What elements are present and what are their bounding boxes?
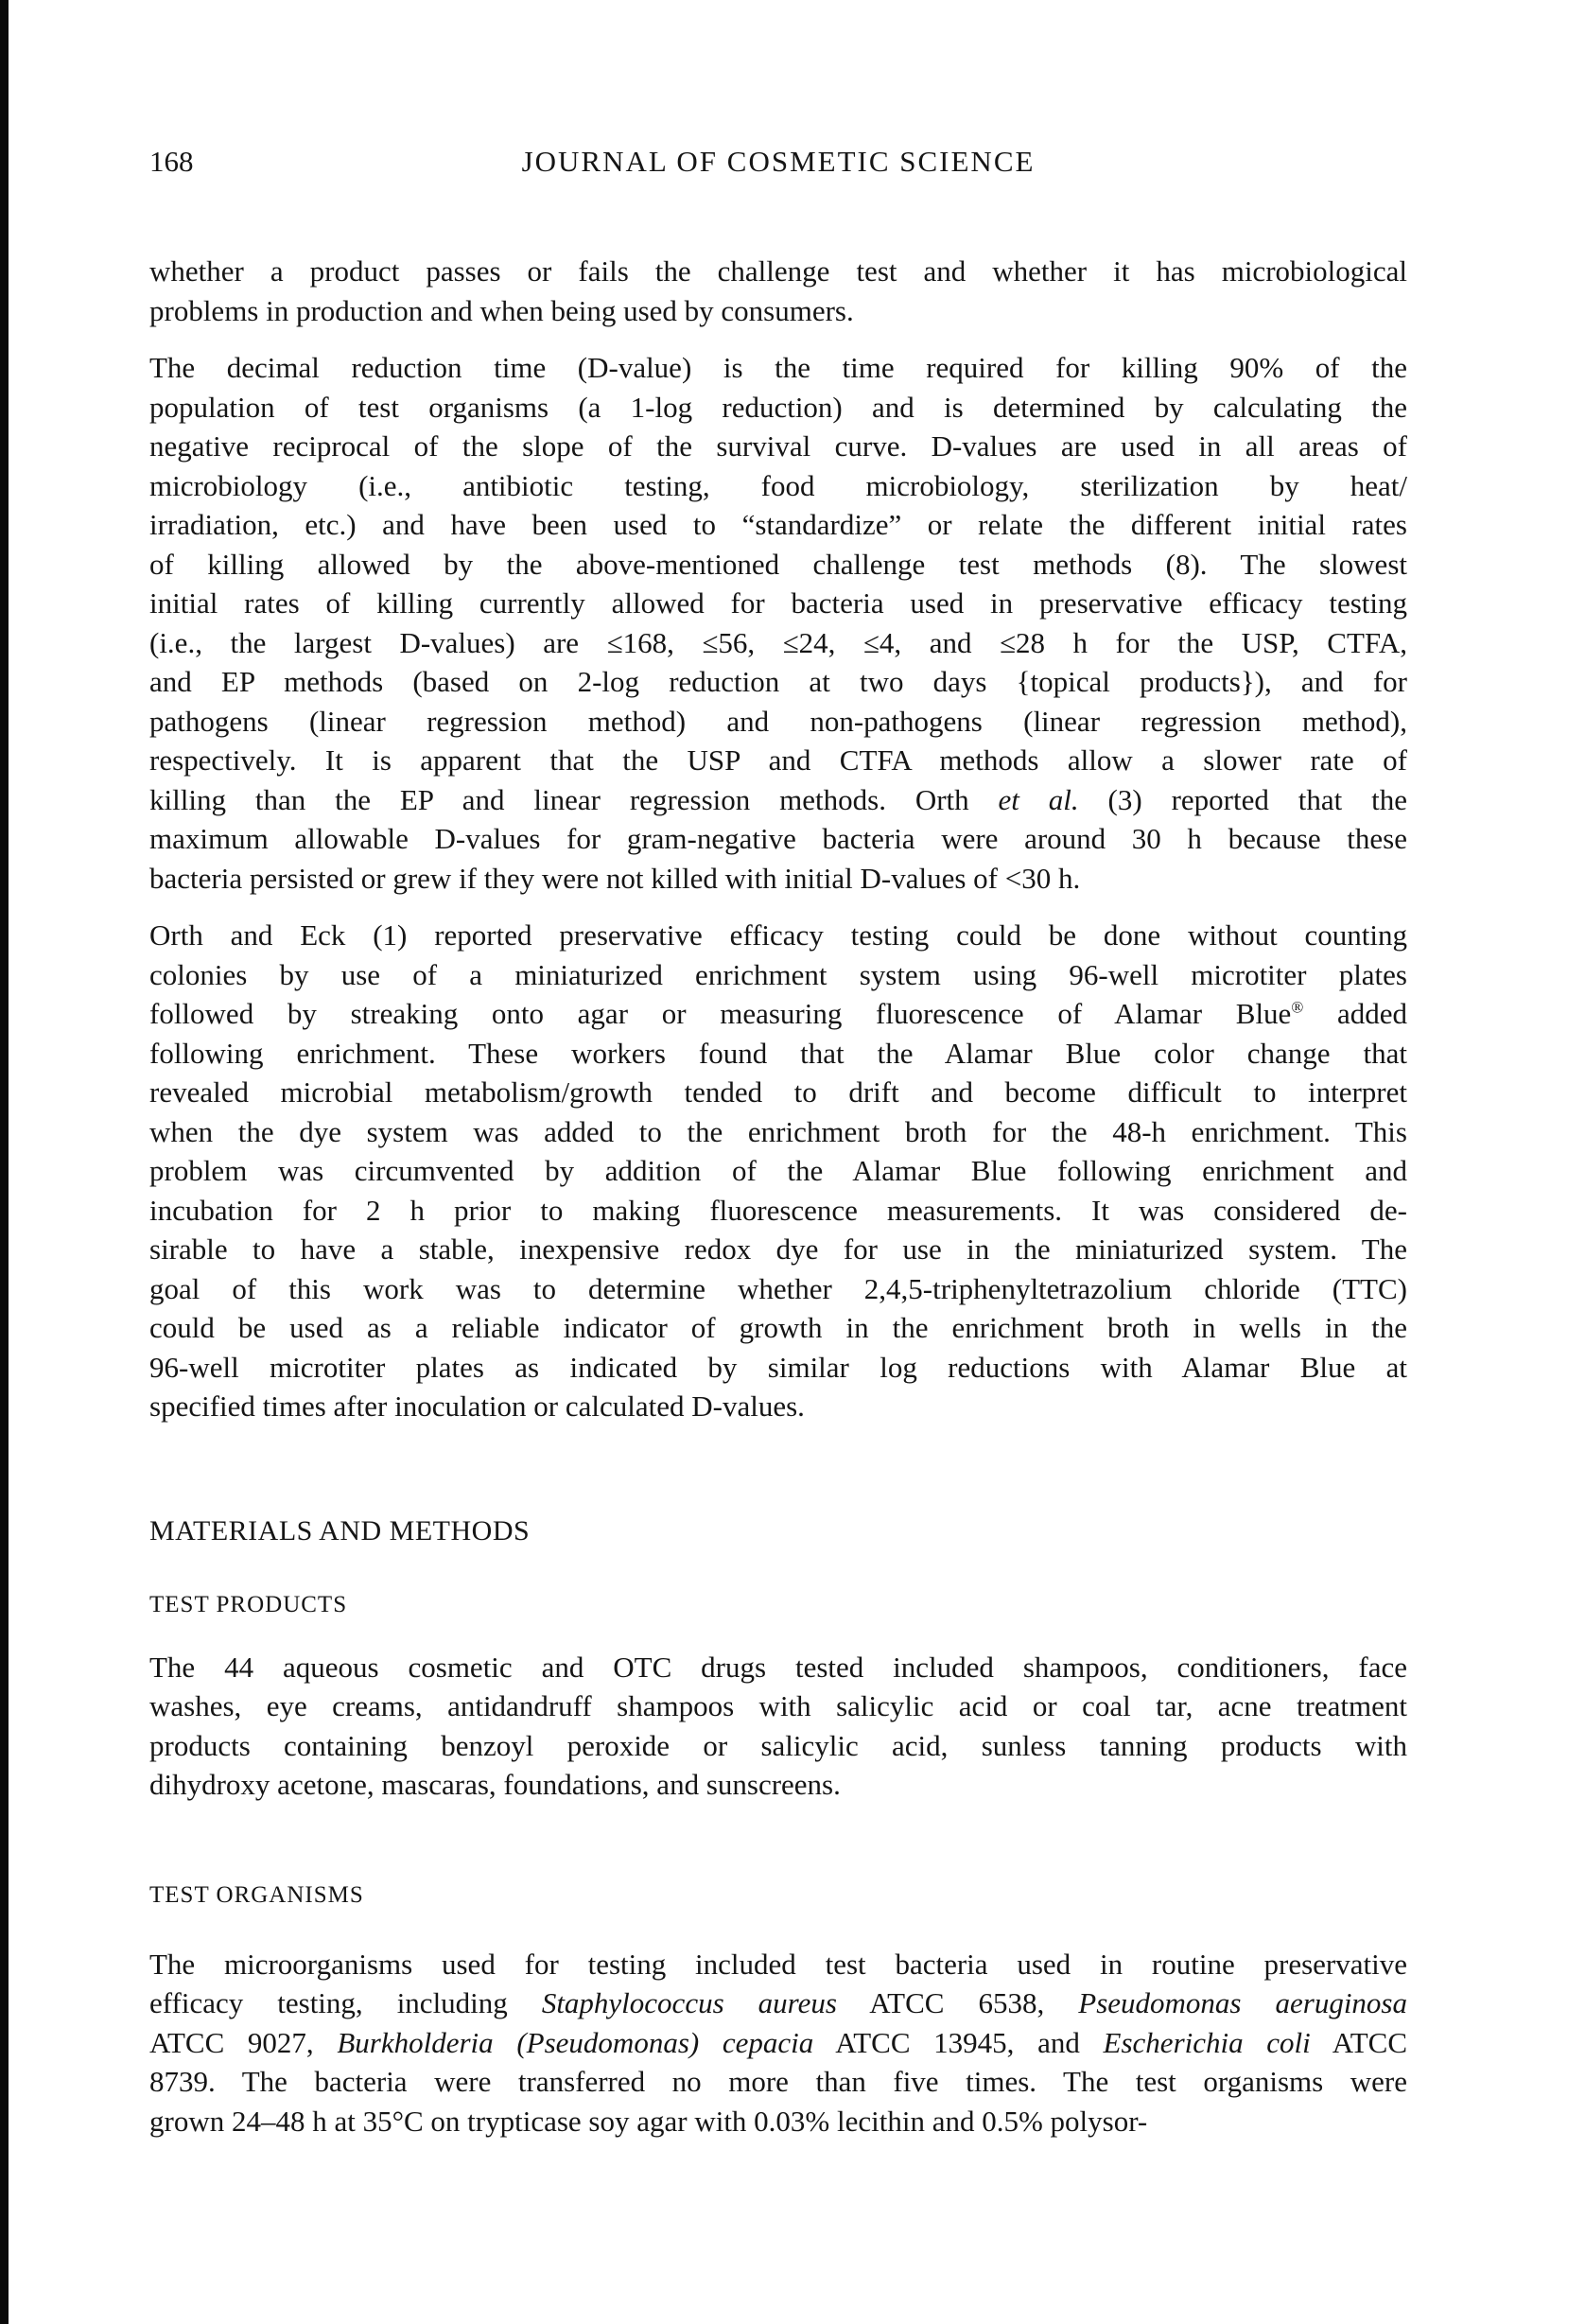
journal-title: JOURNAL OF COSMETIC SCIENCE bbox=[521, 145, 1036, 178]
text-line: Orth and Eck (1) reported preservative efficacy testing could be done without counting bbox=[149, 918, 1407, 952]
text-line: could be used as a reliable indicator of growth in the enrichment broth in wells in the bbox=[149, 1311, 1407, 1344]
text-segment-italic: Pseudomonas aeruginosa bbox=[1078, 1986, 1407, 2019]
text-segment: ATCC 9027, bbox=[149, 2025, 338, 2059]
text-line bbox=[149, 2023, 1407, 2063]
text-line bbox=[149, 994, 1407, 1034]
text-line: incubation for 2 h prior to making fluorescence measurements. It was considered de- bbox=[149, 1193, 1407, 1227]
text-line: problem was circumvented by addition of the Alamar Blue following enrichment and bbox=[149, 1154, 1407, 1187]
text-line: pathogens (linear regression method) and non-pathogens (linear regression method), bbox=[149, 704, 1407, 738]
text-segment-italic: Escherichia coli bbox=[1103, 2025, 1311, 2059]
text-segment: efficacy testing, including bbox=[149, 1986, 542, 2019]
text-line: respectively. It is apparent that the USP and CTFA methods allow a slower rate of bbox=[149, 743, 1407, 777]
text-segment-italic: Burkholderia (Pseudomonas) cepacia bbox=[337, 2025, 814, 2059]
text-line: and EP methods (based on 2-log reduction at two days {topical products}), and for bbox=[149, 665, 1407, 698]
text-line: grown 24–48 h at 35°C on trypticase soy agar with 0.03% lecithin and 0.5% polysor- bbox=[149, 2104, 1148, 2138]
text-line: whether a product passes or fails the challenge test and whether it has microbiological bbox=[149, 254, 1407, 288]
text-line: irradiation, etc.) and have been used to “standardize” or relate the different initial rates bbox=[149, 508, 1407, 541]
text-line: revealed microbial metabolism/growth tended to drift and become difficult to interpret bbox=[149, 1075, 1407, 1109]
subsection-heading-test-organisms: TEST ORGANISMS bbox=[149, 1881, 364, 1908]
text-segment: ATCC bbox=[1310, 2025, 1407, 2059]
text-line: dihydroxy acetone, mascaras, foundations, and sunscreens. bbox=[149, 1768, 841, 1801]
text-line: goal of this work was to determine whether 2,4,5-triphenyltetrazolium chloride (TTC) bbox=[149, 1271, 1407, 1305]
paragraph-d-value bbox=[149, 348, 1407, 898]
journal-page bbox=[149, 142, 1407, 2141]
paragraph-orth-and-eck bbox=[149, 916, 1407, 1426]
text-line: maximum allowable D-values for gram-negative bacteria were around 30 h because these bbox=[149, 822, 1407, 855]
text-line: when the dye system was added to the enrichment broth for the 48-h enrichment. This bbox=[149, 1114, 1407, 1148]
text-line: The microorganisms used for testing included test bacteria used in routine preservative bbox=[149, 1947, 1407, 1981]
text-line: The decimal reduction time (D-value) is the time required for killing 90% of the bbox=[149, 351, 1407, 384]
text-line: initial rates of killing currently allowed for bacteria used in preservative efficacy testing bbox=[149, 586, 1407, 620]
text-line: population of test organisms (a 1-log reduction) and is determined by calculating the bbox=[149, 390, 1407, 424]
text-line: The 44 aqueous cosmetic and OTC drugs tested included shampoos, conditioners, face bbox=[149, 1650, 1407, 1684]
text-line: sirable to have a stable, inexpensive redox dye for use in the miniaturized system. The bbox=[149, 1232, 1407, 1266]
text-line: 8739. The bacteria were transferred no more than five times. The test organisms were bbox=[149, 2065, 1407, 2098]
scan-gutter-shadow bbox=[0, 0, 9, 2324]
text-segment-italic: Staphylococcus aureus bbox=[541, 1986, 837, 2019]
section-heading-materials-and-methods: MATERIALS AND METHODS bbox=[149, 1514, 531, 1546]
text-line bbox=[149, 1983, 1407, 2023]
text-line: products containing benzoyl peroxide or salicylic acid, sunless tanning products with bbox=[149, 1728, 1407, 1762]
text-line: bacteria persisted or grew if they were not killed with initial D-values of <30 h. bbox=[149, 861, 1081, 895]
text-line: following enrichment. These workers found that the Alamar Blue color change that bbox=[149, 1036, 1407, 1070]
text-segment: added bbox=[1303, 997, 1407, 1030]
page-number: 168 bbox=[149, 145, 194, 178]
registered-trademark-symbol: ® bbox=[1291, 998, 1304, 1017]
subsection-heading-test-products: TEST PRODUCTS bbox=[149, 1591, 348, 1617]
text-line: (i.e., the largest D-values) are ≤168, ≤56, ≤24, ≤4, and ≤28 h for the USP, CTFA, bbox=[149, 625, 1407, 659]
text-segment: killing than the EP and linear regression methods. Orth bbox=[149, 782, 999, 816]
paragraph-intro-continuation bbox=[149, 252, 1407, 330]
text-segment: followed by streaking onto agar or measuring fluorescence of Alamar Blue bbox=[149, 997, 1292, 1030]
text-segment: ATCC 6538, bbox=[836, 1986, 1079, 2019]
text-segment-italic: et al. bbox=[998, 782, 1079, 816]
paragraph-test-organisms bbox=[149, 1945, 1407, 2141]
text-line: specified times after inoculation or calculated D-values. bbox=[149, 1389, 805, 1423]
text-line: washes, eye creams, antidandruff shampoos with salicylic acid or coal tar, acne treatment bbox=[149, 1689, 1407, 1722]
text-line: colonies by use of a miniaturized enrichment system using 96-well microtiter plates bbox=[149, 957, 1407, 991]
text-line: microbiology (i.e., antibiotic testing, food microbiology, sterilization by heat/ bbox=[149, 468, 1407, 502]
text-segment: ATCC 13945, and bbox=[813, 2025, 1104, 2059]
paragraph-test-products bbox=[149, 1648, 1407, 1805]
text-line: of killing allowed by the above-mentioned challenge test methods (8). The slowest bbox=[149, 547, 1407, 581]
text-line: 96-well microtiter plates as indicated by similar log reductions with Alamar Blue at bbox=[149, 1350, 1407, 1384]
text-line: negative reciprocal of the slope of the survival curve. D-values are used in all areas of bbox=[149, 429, 1407, 463]
text-line bbox=[149, 780, 1407, 820]
text-segment: (3) reported that the bbox=[1078, 782, 1407, 816]
text-line: problems in production and when being used by consumers. bbox=[149, 293, 854, 327]
running-head bbox=[149, 142, 1407, 182]
